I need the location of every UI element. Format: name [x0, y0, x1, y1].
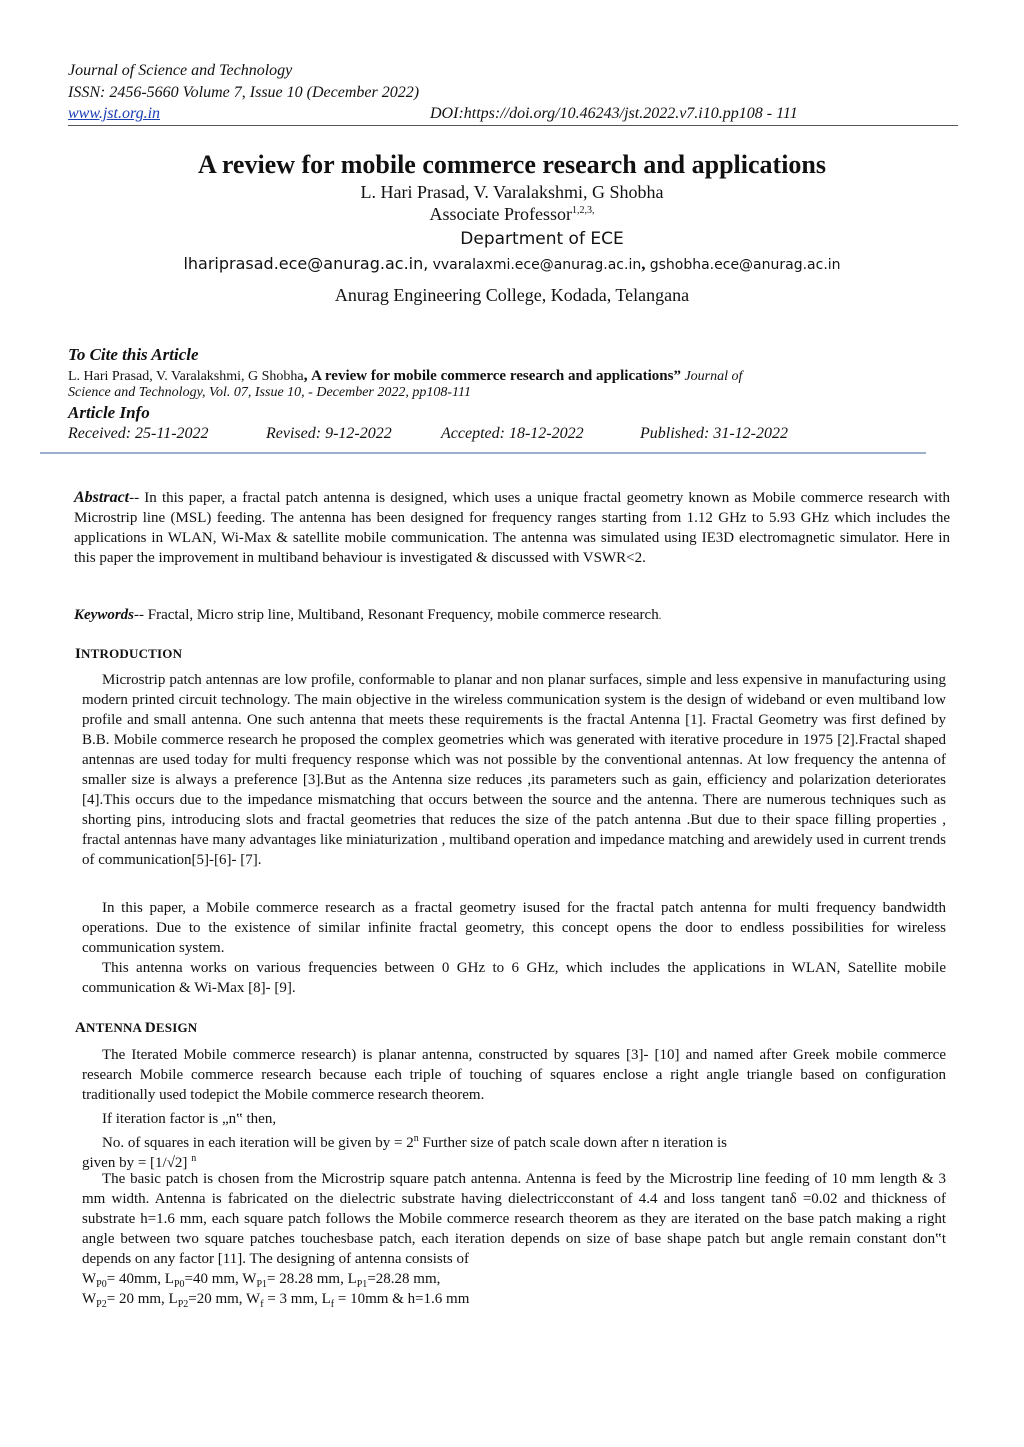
dim-symbol: L	[347, 1271, 357, 1287]
abstract-text: In this paper, a fractal patch antenna is designed, which uses a unique fractal geometry known as Mobile commerce research with Microstrip line (MSL) feeding. The antenna has been designed for frequency ranges starting from 1.12 GHz to 5.93 GHz which includes the applications in WLAN, Wi-Max & satellite mobile communication. The antenna was simulated using IE3D electromagnetic simulator. Here in this paper the improvement in multiband behaviour is investigated & discussed with VSWR<2.	[74, 490, 950, 566]
authors: L. Hari Prasad, V. Varalakshmi, G Shobha	[360, 182, 664, 202]
heading-initial-2: D	[144, 1020, 156, 1036]
squares-text: No. of squares in each iteration will be given by = 2	[102, 1135, 414, 1151]
heading-rest: NTRODUCTION	[81, 646, 183, 661]
antenna-paragraph-1: The Iterated Mobile commerce research) is planar antenna, constructed by squares [3]- [10] and named after Greek mobile commerce research Mobile commerce research because each triple of touching of squares enclose a right angle triangle based on configuration traditionally used todepict the Mobile commerce research theorem.	[82, 1047, 946, 1103]
role-superscript: 1,2,3,	[571, 205, 595, 216]
dim-value: = 3 mm,	[263, 1291, 322, 1307]
keywords-label: Keywords	[74, 607, 134, 623]
dim-subscript: P2	[96, 1299, 107, 1310]
dim-symbol: W	[246, 1291, 261, 1307]
cite-journal-b: Science and Technology, Vol. 07, Issue 10, - December 2022, pp108-111	[68, 385, 471, 400]
dim-subscript: P1	[256, 1279, 268, 1290]
antenna-design-heading	[75, 1020, 197, 1037]
dim-subscript: f	[260, 1299, 264, 1310]
email-separator: ,	[641, 254, 646, 273]
dim-symbol: W	[242, 1271, 257, 1287]
cite-authors: L. Hari Prasad, V. Varalakshmi, G Shobha	[68, 369, 304, 384]
heading-initial: I	[75, 646, 82, 662]
dim-subscript: P1	[356, 1279, 368, 1290]
affiliation: Anurag Engineering College, Kodada, Telangana	[334, 285, 690, 305]
journal-issn: ISSN: 2456-5660 Volume 7, Issue 10 (December 2022)	[68, 84, 420, 101]
dimensions-line-2	[82, 1289, 946, 1315]
heading-initial: A	[75, 1020, 87, 1036]
article-info-divider	[40, 452, 926, 454]
dim-subscript: f	[330, 1299, 335, 1310]
doi: DOI:https://doi.org/10.46243/jst.2022.v7.i10.pp108 - 111	[430, 105, 798, 122]
dim-value: =40 mm,	[184, 1271, 243, 1287]
dim-symbol: W	[82, 1271, 97, 1287]
email-1[interactable]: lhariprasad.ece@anurag.ac.in,	[183, 254, 429, 273]
email-3[interactable]: gshobha.ece@anurag.ac.in	[649, 257, 841, 273]
dim-symbol: L	[164, 1271, 174, 1287]
email-2[interactable]: vvaralaxmi.ece@anurag.ac.in	[432, 257, 642, 273]
keywords-dot: .	[658, 611, 662, 622]
dim-subscript: P2	[177, 1299, 189, 1310]
accepted-date: Accepted: 18-12-2022	[441, 425, 584, 442]
department: Department of ECE	[460, 229, 624, 249]
abstract	[74, 488, 950, 568]
dim-symbol: L	[321, 1291, 331, 1307]
dim-subscript: P0	[96, 1279, 107, 1290]
heading-rest: NTENNA	[86, 1020, 145, 1035]
antenna-paragraph-2: The basic patch is chosen from the Microstrip square patch antenna. Antenna is feed by the Microstrip line feeding of 10 mm length & 3 mm width. Antenna is fabricated on the dielectric substrate having dielectricconstant of 4.4 and loss tangent tanδ =0.02 and thickness of substrate h=1.6 mm, each square patch follows the Mobile commerce research theorem as they are iterated on the base patch making a right angle between two square patches touchesbase patch, each iteration depends on size of base shape patch but angle remain constant don‟t depends on any factor [11]. The designing of antenna consists of	[82, 1171, 946, 1267]
squares-text-2: Further size of patch scale down after n iteration is	[418, 1135, 727, 1151]
iteration-factor: If iteration factor is „n‟ then,	[102, 1111, 277, 1127]
dim-symbol: L	[168, 1291, 178, 1307]
dim-value: = 10mm & h=1.6 mm	[334, 1291, 470, 1307]
heading-rest-2: ESIGN	[155, 1020, 198, 1035]
header-divider	[68, 125, 958, 126]
journal-name: Journal of Science and Technology	[68, 62, 293, 79]
citation	[68, 368, 928, 401]
revised-date: Revised: 9-12-2022	[266, 425, 392, 442]
cite-title: A review for mobile commerce research and applications”	[311, 368, 681, 384]
article-info-heading: Article Info	[68, 403, 150, 422]
dim-symbol: W	[82, 1291, 97, 1307]
keywords	[74, 605, 950, 627]
published-date: Published: 31-12-2022	[640, 425, 788, 442]
dim-subscript: P0	[173, 1279, 185, 1290]
intro-paragraph-3: This antenna works on various frequencies between 0 GHz to 6 GHz, which includes the applications in WLAN, Satellite mobile communication & Wi-Max [8]- [9].	[82, 960, 946, 996]
emails	[0, 254, 1024, 274]
squares-exponent: n	[413, 1133, 419, 1144]
dim-value: =20 mm,	[188, 1291, 247, 1307]
abstract-dash: --	[129, 490, 140, 506]
abstract-label: Abstract	[74, 489, 130, 506]
intro-paragraph-2: In this paper, a Mobile commerce research as a fractal geometry isused for the fractal patch antenna for multi frequency bandwidth operations. Due to the existence of similar infinite fractal geometry, this concept opens the door to endless possibilities for wireless communication system.	[82, 900, 946, 956]
received-date: Received: 25-11-2022	[68, 425, 209, 442]
paper-title: A review for mobile commerce research and applications	[198, 150, 826, 179]
role-text: Associate Professor	[429, 204, 572, 224]
dim-value: = 20 mm,	[106, 1291, 169, 1307]
dim-value: = 28.28 mm,	[267, 1271, 348, 1287]
keywords-text: -- Fractal, Micro strip line, Multiband, Resonant Frequency, mobile commerce research	[134, 607, 659, 623]
dim-value: = 40mm,	[106, 1271, 165, 1287]
cite-journal-a: Journal of	[684, 369, 743, 384]
author-role	[0, 204, 1024, 225]
dim-value: =28.28 mm,	[367, 1271, 441, 1287]
intro-paragraph-1: Microstrip patch antennas are low profile, conformable to planar and non planar surfaces, simple and less expensive in manufacturing using modern printed circuit technology. The main objective in the wireless communication system is the design of wideband or even multiband low profile and small antenna. One such antenna that meets these requirements is the fractal Antenna [1]. Fractal Geometry was first defined by B.B. Mobile commerce research he proposed the complex geometries which was generated with iterative procedure in 1975 [2].Fractal shaped antennas are used today for multi frequency response which was not possible by the conventional antennas. At low frequency the antenna of smaller size is always a preference [3].But as the Antenna size reduces ,its parameters such as gain, efficiency and polarization deteriorates [4].This occurs due to the impedance mismatching that occurs between the source and the antenna. There are numerous techniques such as shorting pins, introducing slots and fractal geometries that reduces the size of the patch antenna .But due to their space filling properties , fractal antennas have many advantages like miniaturization , multiband operation and impedance matching and arewidely used in current trends of communication[5]-[6]- [7].	[82, 672, 946, 868]
cite-comma: ,	[303, 367, 308, 384]
scale-text: given by = [1/√2]	[82, 1155, 192, 1171]
journal-website-link[interactable]: www.jst.org.in	[68, 105, 161, 122]
introduction-heading	[75, 646, 182, 663]
cite-heading: To Cite this Article	[68, 345, 199, 364]
scale-exponent: n	[191, 1153, 197, 1164]
